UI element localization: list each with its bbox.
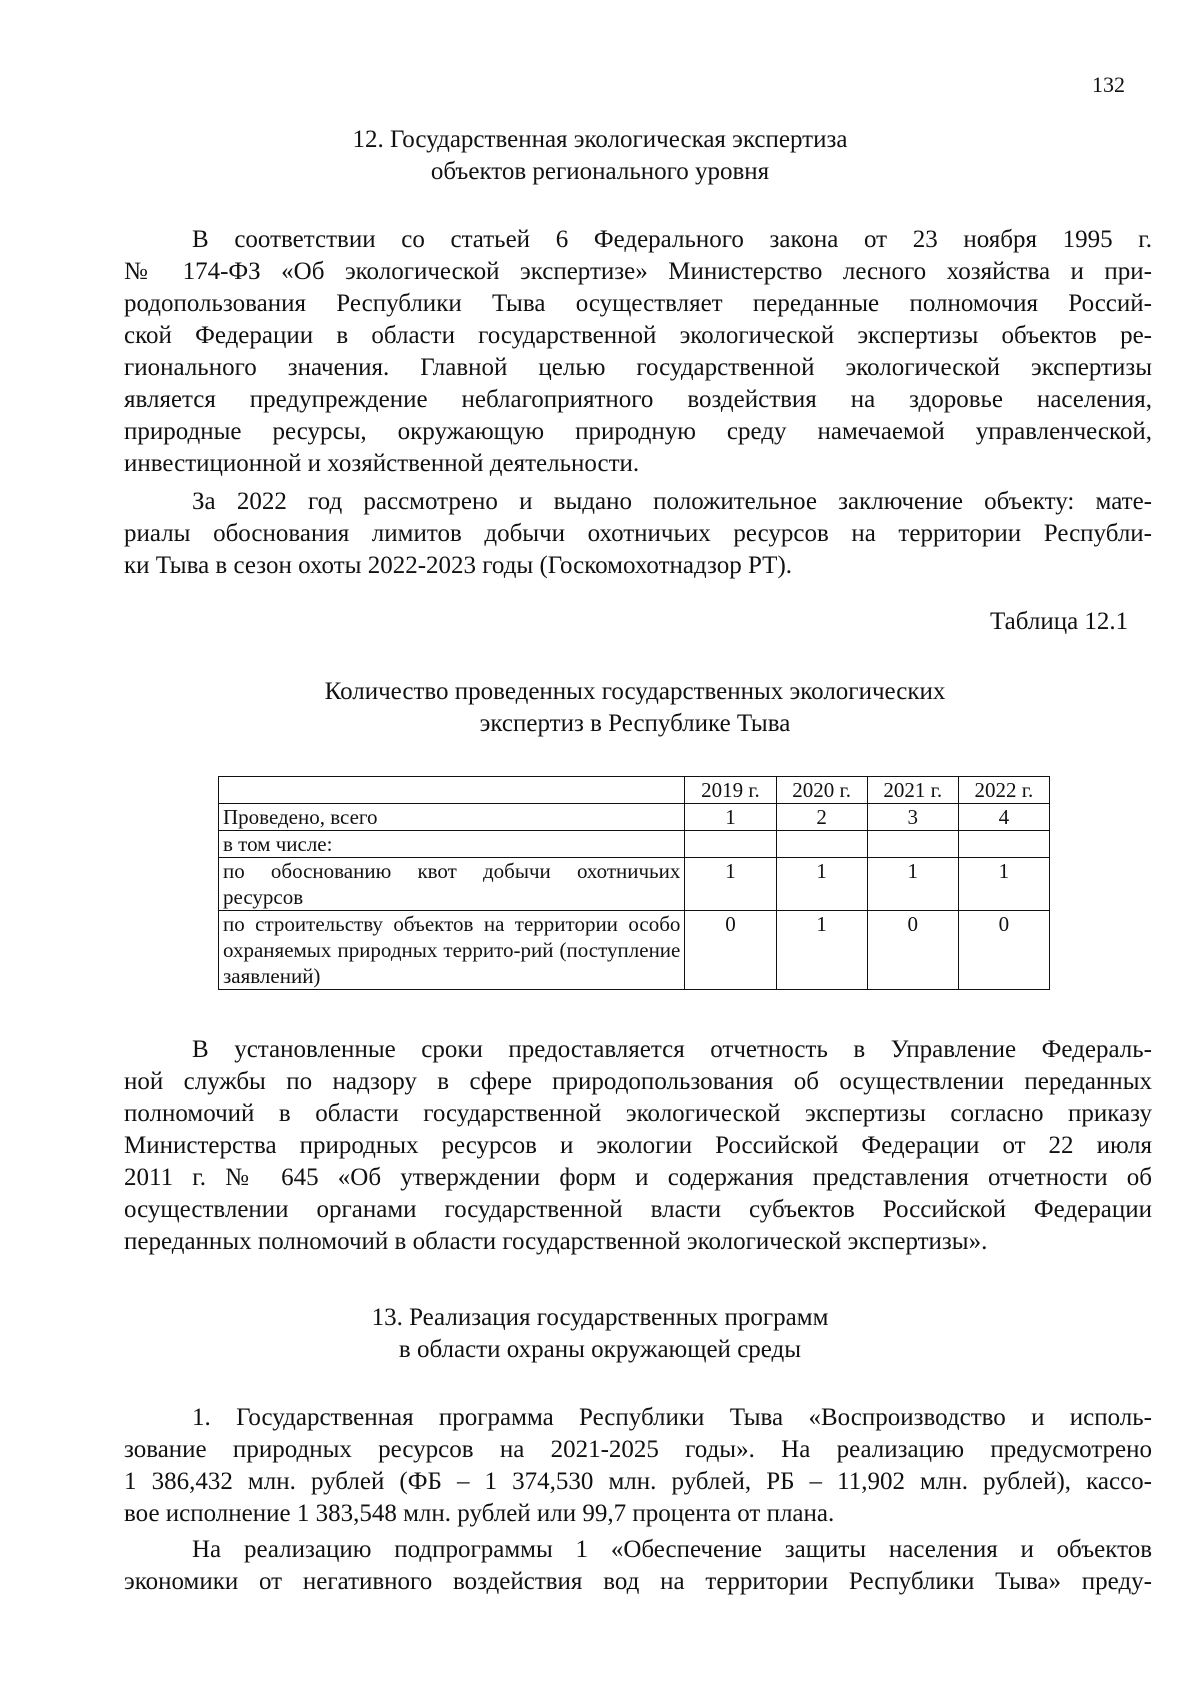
text-line: В соответствии со статьей 6 Федерального закона от 23 ноября 1995 г. [192,226,1152,253]
section-12-title-line: объектов регионального уровня [430,158,770,185]
table-row-label: по строительству объектов на территории особо охраняемых природных террито-рий (поступление заявлений) [219,911,685,990]
table-cell: 1 [958,858,1049,911]
table-title-line: Количество проведенных государственных экологических [324,678,946,705]
text-line: является предупреждение неблагоприятного воздействия на здоровье населения, [124,386,1152,413]
table-row [219,804,1050,831]
table-cell: 0 [958,911,1049,990]
table-title-line: экспертиз в Республике Тыва [479,710,791,737]
text-line: риалы обоснования лимитов добычи охотничьих ресурсов на территории Республи- [124,520,1152,547]
table-row-label: по обоснованию квот добычи охотничьих ресурсов [219,858,685,911]
text-line: № 174-ФЗ «Об экологической экспертизе» Министерство лесного хозяйства и при- [124,258,1152,285]
table-row [219,831,1050,858]
text-line: экономики от негативного воздействия вод на территории Республики Тыва» преду- [124,1568,1152,1595]
table-header-cell: 2022 г. [958,777,1049,804]
section-12-paragraph-1 [124,224,1152,480]
text-line: ки Тыва в сезон охоты 2022-2023 годы (Госкомохотнадзор РТ). [124,552,793,579]
text-line: 1. Государственная программа Республики Тыва «Воспроизводство и исполь- [192,1404,1152,1431]
text-line: переданных полномочий в области государственной экологической экспертизы». [124,1228,988,1255]
table-row-label: в том числе: [219,831,685,858]
table-cell [776,831,867,858]
text-line: ской Федерации в области государственной экологической экспертизы объектов ре- [124,322,1152,349]
text-line: ной службы по надзору в сфере природопользования об осуществлении переданных [124,1068,1152,1095]
section-13-title-line: в области охраны окружающей среды [398,1336,802,1363]
text-line: природные ресурсы, окружающую природную среду намечаемой управленческой, [124,418,1152,445]
text-line: осуществлении органами государственной власти субъектов Российской Федерации [124,1196,1152,1223]
table-title [0,676,1200,740]
section-13-title [0,1302,1200,1366]
table-row [219,911,1050,990]
text-line: инвестиционной и хозяйственной деятельности. [124,450,640,477]
section-13-title-line: 13. Реализация государственных программ [371,1304,829,1331]
table-header-cell: 2021 г. [867,777,958,804]
table-header-row [219,777,1050,804]
section-12-title [0,124,1200,188]
reporting-paragraph [124,1034,1152,1258]
text-line: полномочий в области государственной экологической экспертизы согласно приказу [124,1100,1152,1127]
table-row [219,858,1050,911]
text-line: За 2022 год рассмотрено и выдано положительное заключение объекту: мате- [192,488,1152,515]
table-cell [867,831,958,858]
table-header-cell [219,777,685,804]
section-12-paragraph-2 [124,486,1152,582]
text-line: зование природных ресурсов на 2021-2025 годы». На реализацию предусмотрено [124,1436,1152,1463]
text-line: родопользования Республики Тыва осуществляет переданные полномочия Россий- [124,290,1152,317]
section-13-paragraph-2 [124,1534,1152,1598]
table-cell [685,831,776,858]
table-cell: 1 [685,858,776,911]
section-13-paragraph-1 [124,1402,1152,1530]
table-cell: 1 [776,911,867,990]
text-line: На реализацию подпрограммы 1 «Обеспечение защиты населения и объектов [192,1536,1152,1563]
table-header-cell: 2019 г. [685,777,776,804]
table-cell: 4 [958,804,1049,831]
table-cell: 1 [776,858,867,911]
text-line: В установленные сроки предоставляется отчетность в Управление Федераль- [192,1036,1152,1063]
table-cell: 3 [867,804,958,831]
table-cell: 2 [776,804,867,831]
text-line: гионального значения. Главной целью государственной экологической экспертизы [124,354,1152,381]
table-row-label: Проведено, всего [219,804,685,831]
table-label: Таблица 12.1 [990,608,1129,635]
text-line: вое исполнение 1 383,548 млн. рублей или 99,7 процента от плана. [124,1500,835,1527]
expertise-count-table [218,776,1050,990]
table-cell: 0 [685,911,776,990]
page-number: 132 [1092,72,1125,97]
table-cell: 1 [867,858,958,911]
text-line: Министерства природных ресурсов и экологии Российской Федерации от 22 июля [124,1132,1152,1159]
table-header-cell: 2020 г. [776,777,867,804]
table-cell: 1 [685,804,776,831]
section-12-title-line: 12. Государственная экологическая экспертиза [352,126,848,153]
table-cell [958,831,1049,858]
text-line: 2011 г. № 645 «Об утверждении форм и содержания представления отчетности об [124,1164,1152,1191]
table-cell: 0 [867,911,958,990]
text-line: 1 386,432 млн. рублей (ФБ – 1 374,530 млн. рублей, РБ – 11,902 млн. рублей), кассо- [124,1468,1152,1495]
